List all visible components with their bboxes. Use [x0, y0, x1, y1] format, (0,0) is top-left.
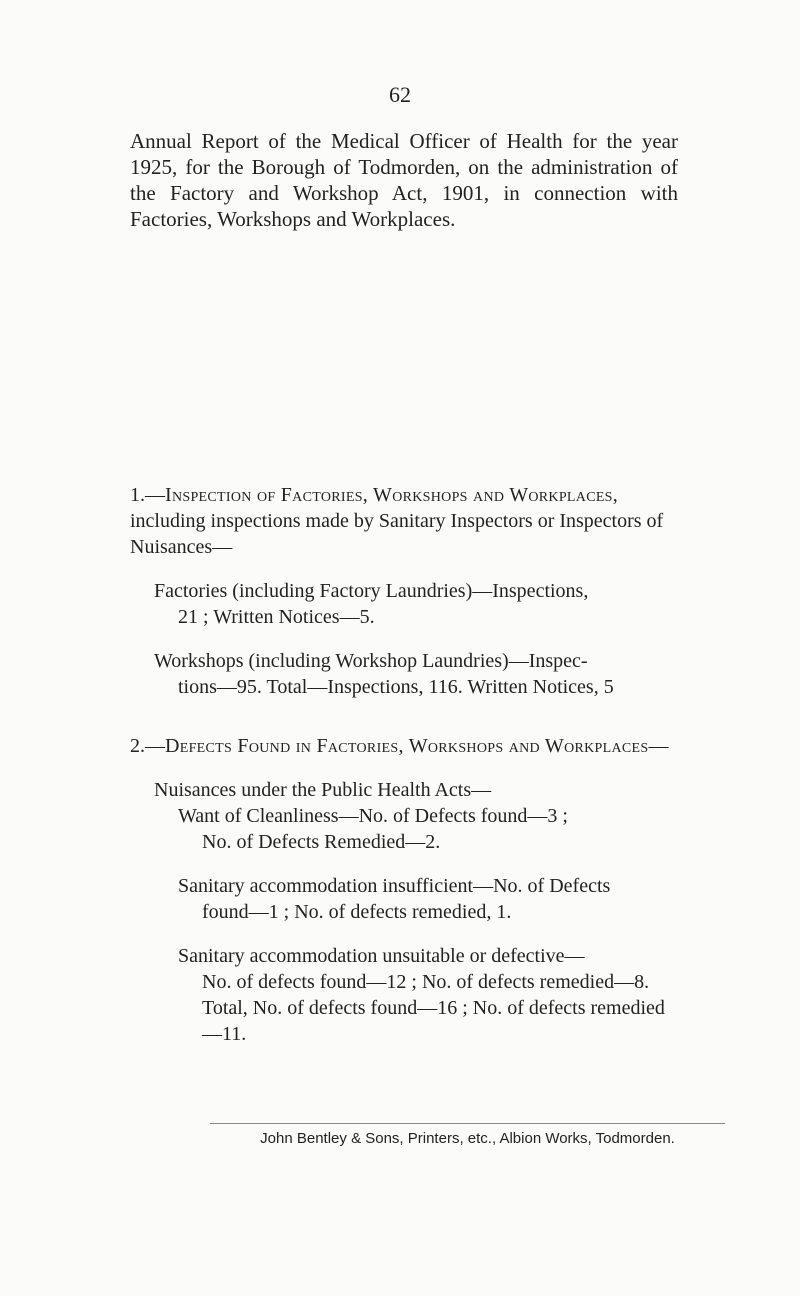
section-defects — [130, 733, 678, 1047]
page-number: 62 — [389, 82, 411, 107]
section-number: 2.— — [130, 735, 165, 757]
section-heading — [130, 482, 678, 560]
workshops-line: Workshops (including Workshop Laundries)—Inspec- — [154, 650, 588, 672]
section-heading — [130, 733, 678, 759]
printer-footer: John Bentley & Sons, Printers, etc., Albion Works, Todmorden. — [260, 1130, 675, 1147]
factories-line-cont: 21 ; Written Notices—5. — [178, 606, 375, 628]
section-inspection — [130, 482, 678, 700]
footer-rule — [210, 1123, 725, 1124]
cleanliness-line-cont: No. of Defects Remedied—2. — [202, 831, 441, 853]
workshops-paragraph — [130, 648, 678, 700]
unsuitable-paragraph — [130, 943, 678, 1047]
insufficient-line-cont: found—1 ; No. of defects remedied, 1. — [202, 901, 512, 923]
intro-paragraph: Annual Report of the Medical Officer of Health for the year 1925, for the Borough of Todmorden, on the administration of the Factory and Workshop Act, 1901, in connection with Factories, Workshops and Workplaces. — [130, 129, 678, 231]
workshops-line-cont: tions—95. Total—Inspections, 116. Written Notices, 5 — [178, 676, 614, 698]
nuisances-heading: Nuisances under the Public Health Acts— — [154, 779, 492, 801]
factories-line: Factories (including Factory Laundries)—Inspections, — [154, 580, 589, 602]
section-title-rest: including inspections made by Sanitary Inspectors or Inspectors of Nuisances— — [130, 510, 664, 558]
factories-paragraph — [130, 578, 678, 630]
section-title: Inspection of Factories, Workshops and Workplaces, — [165, 484, 619, 506]
cleanliness-line: Want of Cleanliness—No. of Defects found—3 ; — [178, 805, 568, 827]
section-number: 1.— — [130, 484, 165, 506]
unsuitable-line: Sanitary accommodation unsuitable or defective— — [178, 945, 585, 967]
insufficient-paragraph — [130, 873, 678, 925]
nuisances-paragraph — [130, 777, 678, 855]
unsuitable-line-cont: No. of defects found—12 ; No. of defects remedied—8. Total, No. of defects found—16 ; No. of defects remedied—11. — [202, 971, 665, 1045]
insufficient-line: Sanitary accommodation insufficient—No. of Defects — [178, 875, 611, 897]
section-title: Defects Found in Factories, Workshops and Workplaces— — [165, 735, 669, 757]
